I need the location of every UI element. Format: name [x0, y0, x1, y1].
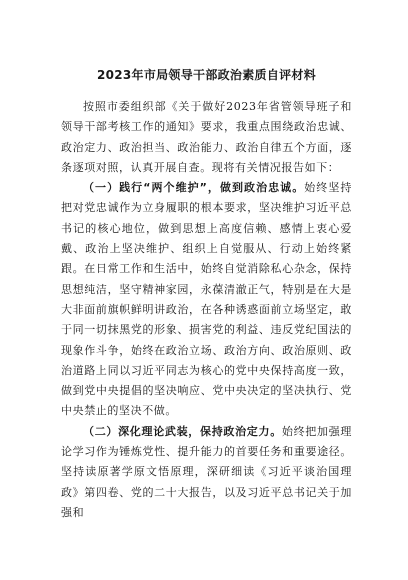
intro-paragraph: 按照市委组织部《关于做好2023年省管领导班子和领导干部考核工作的通知》要求，我重点围绕政治忠诚、政治定力、政治担当、政治能力、政治自律五个方面，逐条逐项对照，认真开展自查。现将有关情况报告如下：: [61, 100, 352, 174]
section-1-body: 始终坚持把对党忠诚作为立身履职的根本要求，坚决维护习近平总书记的核心地位，做到思想上高度信赖、感情上衷心爱戴、政治上坚决维护、组织上自觉服从、行动上始终紧跟。在日常工作和生活中，始终自觉消除私心杂念，保持思想纯洁，坚守精神家园，永葆清澈正气，特别是在大是大非面前旗帜鲜明讲政治，在各种诱惑面前立场坚定，敢于同一切抹黑党的形象、损害党的利益、违反党纪国法的现象作斗争，始终在政治立场、政治方向、政治原则、政治道路上同以习近平同志为核心的党中央保持高度一致，做到党中央提倡的坚决响应、党中央决定的坚决执行、党中央禁止的坚决不做。: [61, 181, 352, 418]
section-1-paragraph: [61, 178, 352, 422]
section-2-body: 始终把加强理论学习作为锤炼党性、提升能力的首要任务和重要途径。坚持读原著学原文悟原理，深研细读《习近平谈治国理政》第四卷、党的二十大报告，以及习近平总书记关于加强和: [61, 424, 352, 519]
section-1-heading: （一）践行“两个维护”，做到政治忠诚。: [83, 181, 305, 195]
document-title: 2023年市局领导干部政治素质自评材料: [96, 68, 317, 82]
section-2-paragraph: [61, 422, 352, 523]
section-2-heading: （二）深化理论武装，保持政治定力。: [83, 424, 282, 438]
